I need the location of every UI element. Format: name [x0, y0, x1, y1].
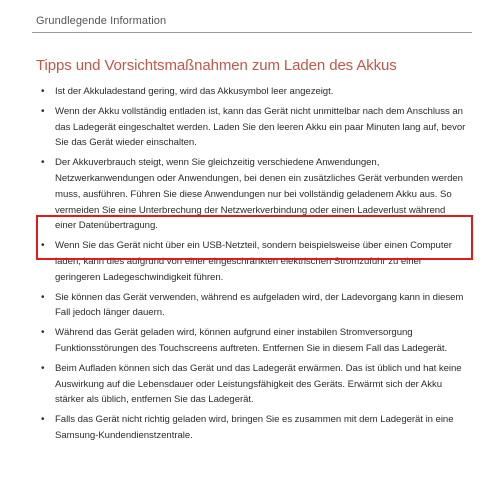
list-item [36, 155, 468, 234]
list-item-text: Während das Gerät geladen wird, können aufgrund einer instabilen Stromversorgung Funktionsstörungen des Touchscreens auftreten. Entfernen Sie in diesem Fall das Ladegerät. [55, 327, 448, 354]
bullet-icon: • [41, 240, 45, 252]
list-item [36, 325, 468, 357]
header-title: Grundlegende Information [36, 15, 167, 27]
list-item-text: Ist der Akkuladestand gering, wird das Akkusymbol leer angezeigt. [55, 86, 334, 97]
list-item-text: Wenn Sie das Gerät nicht über ein USB-Netzteil, sondern beispielsweise über einen Computer laden, kann dies aufgrund von einer eingeschränkten elektrischen Stromzufuhr zu einer geringeren Ladegeschwindigkeit führen. [55, 240, 452, 283]
bullet-icon: • [41, 327, 45, 339]
page-header [32, 6, 472, 33]
bullet-icon: • [41, 105, 45, 117]
list-item-highlighted [36, 238, 468, 285]
section-title: Tipps und Vorsichtsmaßnahmen zum Laden des Akkus [36, 57, 397, 74]
bullet-icon: • [41, 291, 45, 303]
list-item [36, 104, 468, 151]
bullet-icon: • [41, 86, 45, 97]
bullet-icon: • [41, 414, 45, 426]
list-item-text: Wenn der Akku vollständig entladen ist, kann das Gerät nicht unmittelbar nach dem Anschluss an das Ladegerät eingeschaltet werden. Laden Sie den leeren Akku ein paar Minuten lang auf, bevor Sie das Gerät wieder einschalten. [55, 105, 466, 149]
list-item [36, 290, 468, 322]
list-item-text: Der Akkuverbrauch steigt, wenn Sie gleichzeitig verschiedene Anwendungen, Netzwerkanwendungen oder Anwendungen, bei denen ein zusätzliches Gerät verbunden werden muss, ausführen. Führen Sie diese Anwendungen nur bei vollständig geladenem Akku aus. So vermeiden Sie eine Unterbrechung der Netzwerkverbindung oder einen Ladeverlust während einer Datenübertragung. [55, 157, 463, 232]
list-item-text: Falls das Gerät nicht richtig geladen wird, bringen Sie es zusammen mit dem Ladegerät in eine Samsung-Kundendienstzentrale. [55, 414, 454, 441]
bullet-icon: • [41, 157, 45, 169]
list-item [36, 412, 468, 444]
bullet-icon: • [41, 362, 45, 374]
list-item [36, 361, 468, 408]
list-item-text: Beim Aufladen können sich das Gerät und das Ladegerät erwärmen. Das ist üblich und hat keine Auswirkung auf die Lebensdauer oder Leistungsfähigkeit des Geräts. Erwärmt sich der Akku stärker als üblich, entfernen Sie das Ladegerät. [55, 362, 462, 406]
tips-list [36, 84, 468, 448]
list-item [36, 84, 468, 100]
list-item-text: Sie können das Gerät verwenden, während es aufgeladen wird, der Ladevorgang kann in diesem Fall jedoch länger dauern. [55, 291, 464, 319]
